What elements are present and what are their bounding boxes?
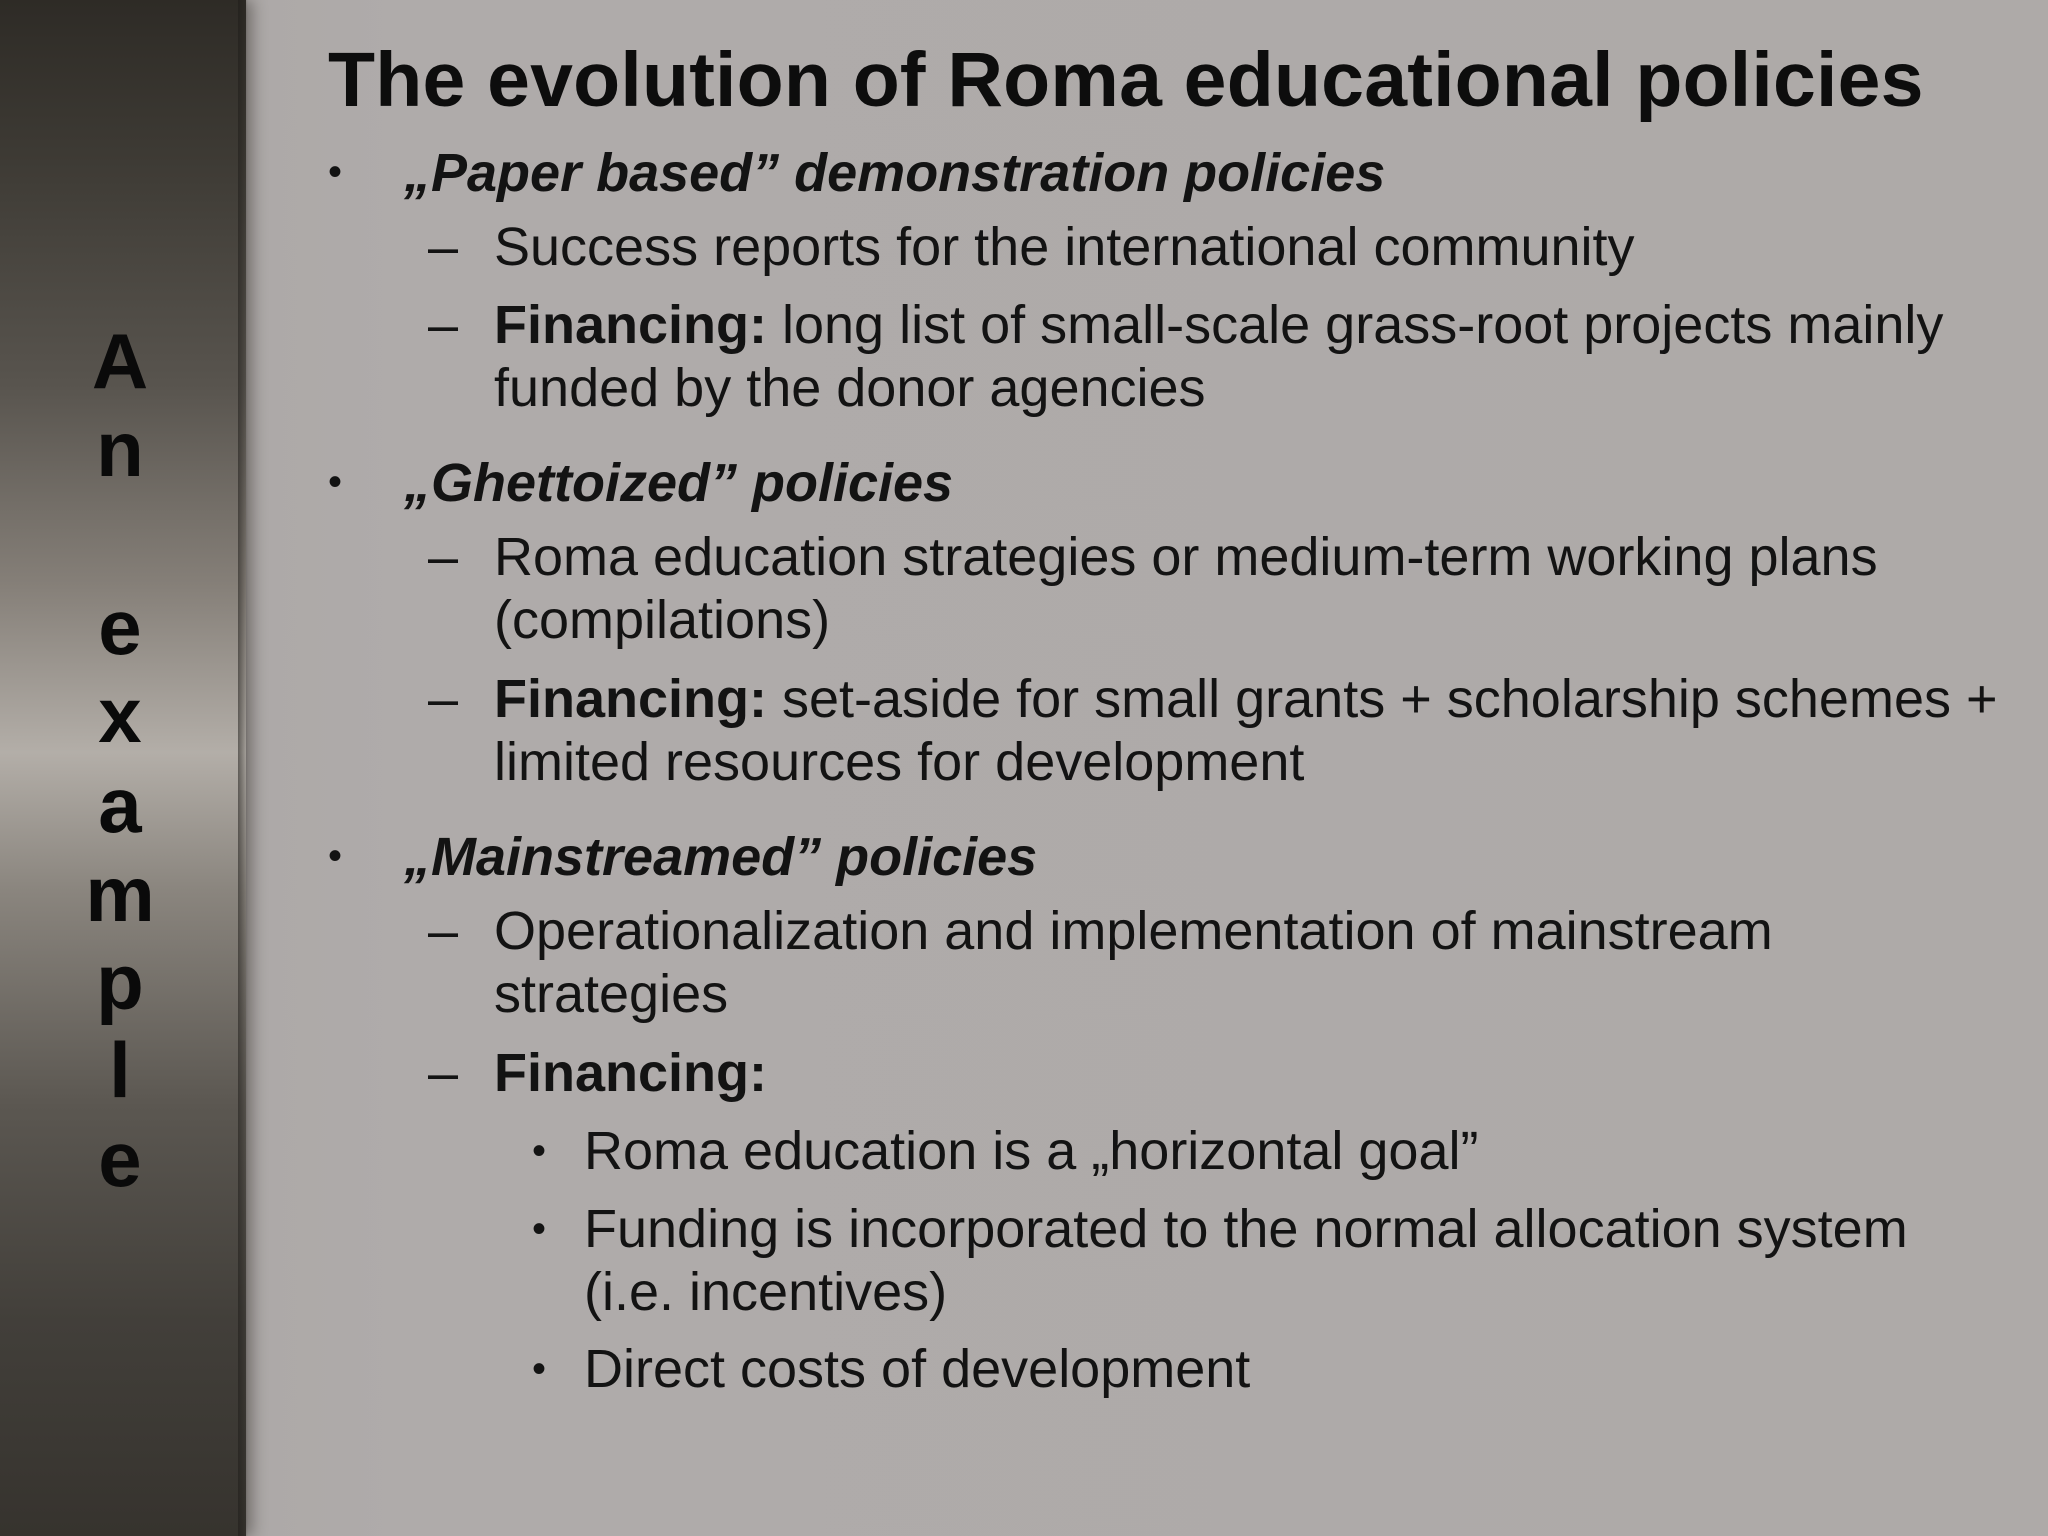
- nested-list-item-text: Funding is incorporated to the normal allocation system (i.e. incentives): [584, 1199, 1908, 1322]
- dash-icon: –: [428, 669, 459, 729]
- sidebar-letter: l: [109, 1026, 131, 1114]
- bullet-icon: •: [532, 1347, 547, 1391]
- sidebar-letter: n: [96, 405, 144, 493]
- sidebar-letter: e: [98, 583, 142, 671]
- sidebar-letter: a: [98, 761, 142, 849]
- bullet-icon: •: [328, 460, 343, 504]
- sidebar-letter: e: [98, 1115, 142, 1203]
- list-item-body: set-aside for small grants + scholarship schemes + limited resources for development: [494, 669, 1998, 792]
- slide-title: The evolution of Roma educational policies: [328, 37, 1924, 123]
- sidebar-letter: p: [96, 938, 144, 1026]
- dash-icon: –: [428, 295, 459, 355]
- list-item-text: [494, 526, 2014, 652]
- list-item-text: [494, 668, 2014, 794]
- list-item-text: [494, 216, 2014, 279]
- dash-icon: –: [428, 217, 459, 277]
- list-item-label: Financing:: [494, 669, 767, 729]
- list-item-text: [494, 1042, 2014, 1105]
- list-item-body: Roma education strategies or medium-term working plans (compilations): [494, 527, 1878, 650]
- dash-icon: –: [428, 1043, 459, 1103]
- dash-icon: –: [428, 527, 459, 587]
- bullet-icon: •: [328, 834, 343, 878]
- list-item-text: [494, 900, 2014, 1026]
- sidebar-letter: x: [98, 671, 142, 759]
- bullet-icon: •: [328, 150, 343, 194]
- list-item-body: Success reports for the international community: [494, 217, 1635, 277]
- section-heading-text: „Mainstreamed” policies: [404, 827, 1038, 887]
- list-item-label: Financing:: [494, 1043, 767, 1103]
- section-heading-text: „Paper based” demonstration policies: [404, 143, 1386, 203]
- list-item-text: [494, 294, 2014, 420]
- list-item-label: Financing:: [494, 295, 767, 355]
- section-heading-text: „Ghettoized” policies: [404, 453, 954, 513]
- dash-icon: –: [428, 901, 459, 961]
- nested-list-item-text: Direct costs of development: [584, 1339, 1251, 1399]
- bullet-icon: •: [532, 1129, 547, 1173]
- list-item-body: Operationalization and implementation of mainstream strategies: [494, 901, 1773, 1024]
- nested-list-item-text: Roma education is a „horizontal goal”: [584, 1121, 1479, 1181]
- list-item-body: long list of small-scale grass-root projects mainly funded by the donor agencies: [494, 295, 1944, 418]
- bullet-icon: •: [532, 1207, 547, 1251]
- sidebar-letter: A: [91, 317, 149, 405]
- sidebar-letter: m: [85, 850, 155, 938]
